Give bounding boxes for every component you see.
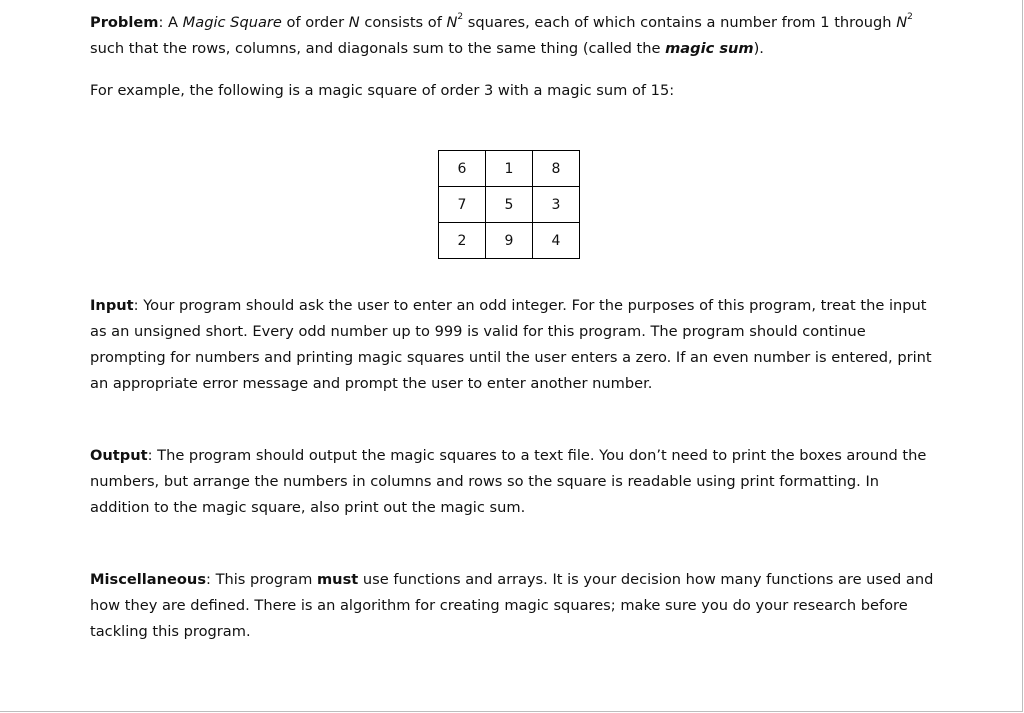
misc-text-1: : This program bbox=[206, 571, 317, 588]
table-cell: 7 bbox=[439, 187, 486, 223]
table-row bbox=[439, 223, 580, 259]
input-label: Input bbox=[90, 297, 134, 314]
magic-square-table bbox=[438, 150, 580, 259]
problem-text-2: of order bbox=[281, 14, 349, 31]
table-cell: 6 bbox=[439, 151, 486, 187]
example-paragraph: For example, the following is a magic square of order 3 with a magic sum of 15: bbox=[90, 82, 675, 99]
table-cell: 3 bbox=[533, 187, 580, 223]
problem-text-3: consists of bbox=[359, 14, 447, 31]
magic-square-figure bbox=[438, 150, 584, 259]
order-n: N bbox=[348, 14, 360, 31]
n-squared-exponent: 2 bbox=[457, 12, 464, 23]
table-cell: 1 bbox=[486, 151, 533, 187]
misc-label: Miscellaneous bbox=[90, 571, 207, 588]
table-row bbox=[439, 151, 580, 187]
document-content bbox=[90, 10, 940, 645]
problem-text-6: ). bbox=[753, 40, 764, 57]
n-squared-exponent-2: 2 bbox=[907, 12, 913, 23]
table-cell: 5 bbox=[486, 187, 533, 223]
magic-square-term: Magic Square bbox=[182, 14, 282, 31]
misc-paragraph bbox=[90, 567, 940, 645]
problem-label: Problem bbox=[90, 14, 159, 31]
output-paragraph bbox=[90, 443, 940, 521]
n-squared-base: N bbox=[446, 14, 458, 31]
table-cell: 8 bbox=[533, 151, 580, 187]
problem-paragraph bbox=[90, 10, 940, 62]
problem-text-1: : A bbox=[158, 14, 183, 31]
misc-text-2: use functions and arrays. It is your decision how many functions are used and how they are defined. There is an algorithm for creating magic squares; make sure you do your research before tackling this program. bbox=[90, 571, 934, 640]
output-text: : The program should output the magic squares to a text file. You don’t need to print the boxes around the numbers, but arrange the numbers in columns and rows so the square is readable using print formatting. In addition to the magic square, also print out the magic sum. bbox=[90, 447, 927, 516]
must-emphasis: must bbox=[316, 571, 359, 588]
table-cell: 4 bbox=[533, 223, 580, 259]
problem-text-4: squares, each of which contains a number from 1 through bbox=[463, 14, 897, 31]
table-cell: 9 bbox=[486, 223, 533, 259]
input-paragraph bbox=[90, 293, 940, 397]
problem-text-5: such that the rows, columns, and diagonals sum to the same thing (called the bbox=[90, 40, 666, 57]
input-text: : Your program should ask the user to enter an odd integer. For the purposes of this program, treat the input as an unsigned short. Every odd number up to 999 is valid for this program. The program should continue prompting for numbers and printing magic squares until the user enters a zero. If an even number is entered, print an appropriate error message and prompt the user to enter another number. bbox=[90, 297, 932, 392]
n-squared-base-2: N bbox=[896, 14, 908, 31]
magic-sum-term: magic sum bbox=[665, 40, 754, 57]
output-label: Output bbox=[90, 447, 148, 464]
table-row bbox=[439, 187, 580, 223]
table-cell: 2 bbox=[439, 223, 486, 259]
